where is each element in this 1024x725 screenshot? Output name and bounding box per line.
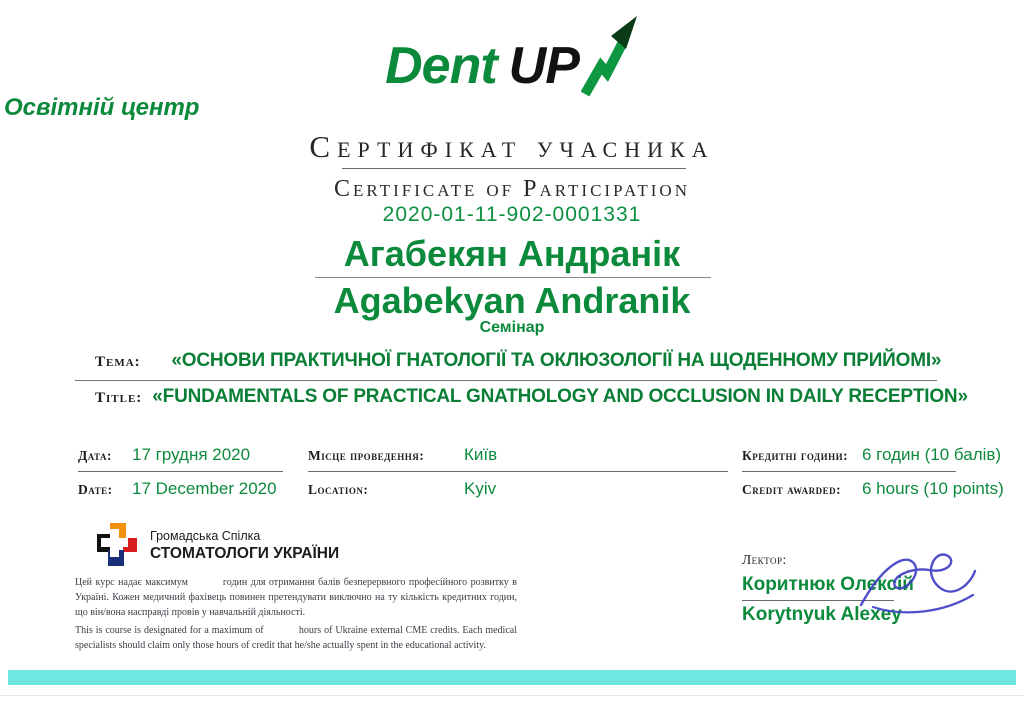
participant-name-uk: Агабекян Андранік [343,233,681,274]
date-label-en: Date: [78,482,113,497]
lecturer-name-en: Korytnyuk Alexey [742,603,902,625]
location-label-uk: Місце проведення: [308,448,425,463]
union-line2: СТОМАТОЛОГИ УКРАЇНИ [150,545,340,562]
divider-line [342,168,686,169]
dentup-logo [0,14,1024,122]
lecturer-signature [855,543,980,623]
lecturer-label: Лектор: [742,552,787,567]
divider-line [75,380,937,381]
detail-credit [742,445,1004,499]
topic-value-uk: «ОСНОВИ ПРАКТИЧНОЇ ГНАТОЛОГІЇ ТА ОКЛЮЗОЛОГІЇ НА ЩОДЕННОМУ ПРИЙОМІ» [171,350,942,371]
topic-value-en: «FUNDAMENTALS OF PRACTICAL GNATHOLOGY AND OCCLUSION IN DAILY RECEPTION» [152,386,968,407]
dentup-brand-line [385,14,639,95]
detail-location-en [308,479,728,499]
topic-label-en: Title: [95,390,143,406]
disclaimer-en: This is course is designated for a maximum of hours of Ukraine external CME credits. Each medical specialists should claim only those hours of credit that he/she actually spent in the educational activity. [75,625,520,651]
detail-credit-en [742,479,1004,499]
logo-subtitle: Освітній центр [4,94,200,121]
logo-brand-dent: Dent [385,37,497,95]
scan-highlight-band [8,670,1016,685]
event-type: Семінар [479,319,545,336]
topic-row-en [95,386,968,408]
detail-date [78,445,283,499]
certificate-title-en: Certificate of Participation [334,176,690,202]
up-trend-arrow-icon [581,14,639,98]
credit-label-en: Credit awarded: [742,482,842,497]
disclaimer-uk: Цей курс надає максимум годин для отримання балів безперервного професійного розвитку в Україні. Кожен медичний фахівець повинен претендувати виключно на ту кількість кредитних годин, що він/вона насправді провів у навчальній діяльності. [75,577,520,618]
lecturer-name-uk: Коритнюк Олексій [742,574,914,595]
detail-credit-uk [742,445,1002,465]
topic-label-uk: Тема: [95,354,141,370]
stomatology-union-name [150,529,339,563]
union-line1: Громадська Спілка [150,529,261,543]
stomatology-union [97,523,339,569]
credit-label-uk: Кредитні години: [742,448,849,463]
divider-line [78,471,283,472]
location-value-uk: Київ [464,445,498,464]
location-value-en: Kyiv [464,479,497,498]
date-value-en: 17 December 2020 [132,479,277,498]
location-label-en: Location: [308,482,369,497]
date-label-uk: Дата: [78,448,113,463]
detail-location-uk [308,445,728,465]
participant-name-en: Agabekyan Andranik [333,280,691,321]
detail-location [308,445,728,499]
detail-date-en [78,479,283,499]
stomatology-union-logo-icon [97,523,141,569]
certificate-title-uk: Сертифікат учасника [309,129,715,164]
credit-value-uk: 6 годин (10 балів) [862,445,1002,464]
divider-line [308,471,728,472]
scan-edge-line [0,695,1024,696]
logo-brand-up: UP [508,37,579,95]
divider-line [742,471,956,472]
credit-value-en: 6 hours (10 points) [862,479,1004,498]
date-value-uk: 17 грудня 2020 [132,445,251,464]
detail-date-uk [78,445,283,465]
certificate-number: 2020-01-11-902-0001331 [382,203,642,226]
divider-line [315,277,711,278]
topic-row-uk [95,350,962,372]
